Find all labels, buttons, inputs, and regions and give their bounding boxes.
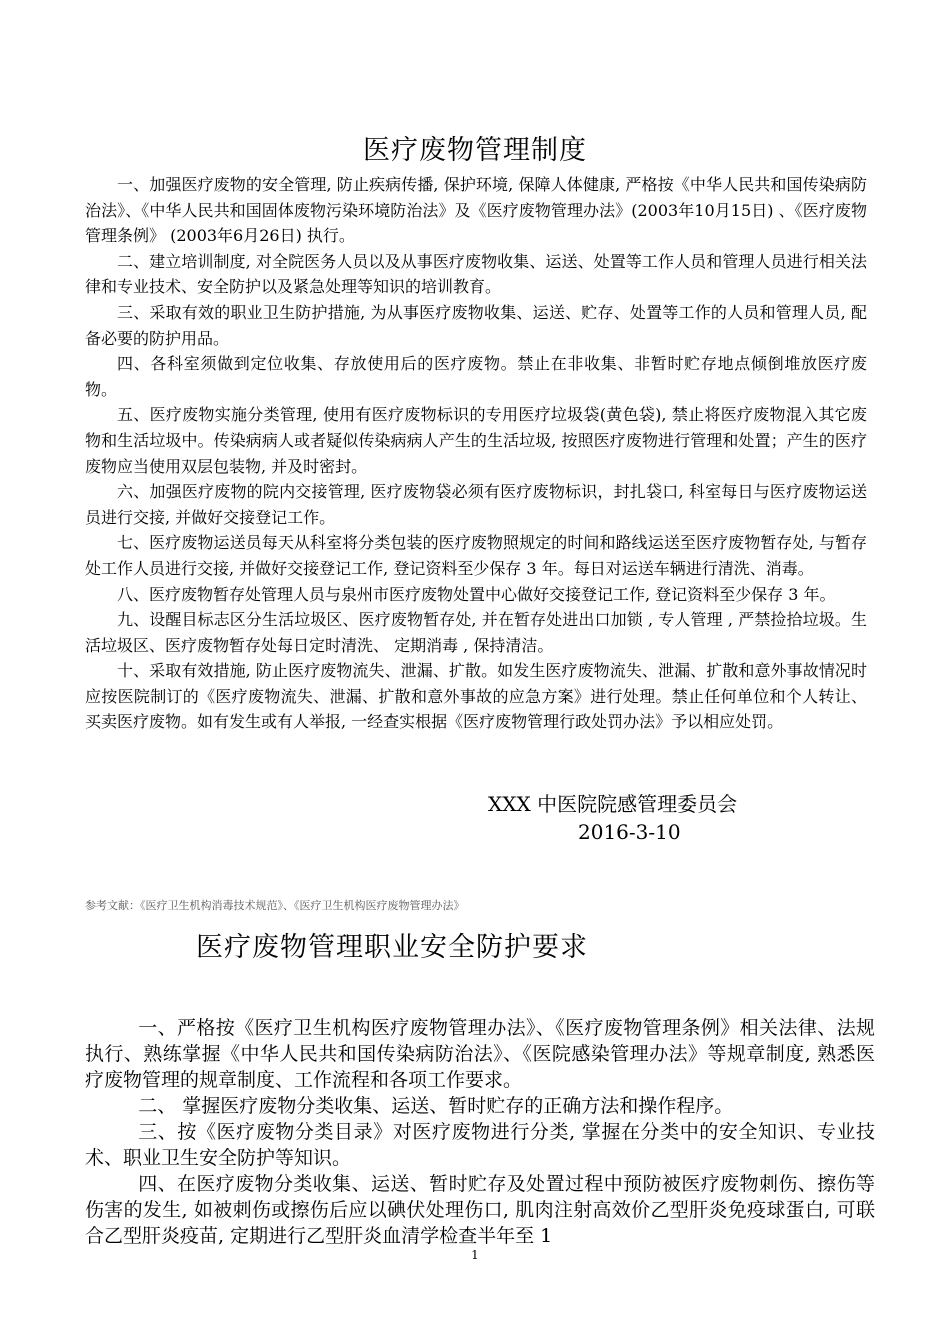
safety-paragraph-1: 一、严格按《医疗卫生机构医疗废物管理办法》、《医疗废物管理条例》相关法律、法规执行、熟练掌握《中华人民共和国传染病防治法》、《医院感染管理办法》等规章制度, 熟悉医疗废物管理的规章制度、工作流程和各项工作要求。 — [85, 1017, 875, 1091]
document-title: 医疗废物管理制度 — [363, 135, 587, 166]
regulation-body — [85, 172, 867, 735]
signature-block — [488, 790, 788, 846]
safety-paragraph-3: 三、按《医疗废物分类目录》对医疗废物进行分类, 掌握在分类中的安全知识、专业技术、职业卫生安全防护等知识。 — [85, 1121, 875, 1169]
section-title: 医疗废物管理职业安全防护要求 — [196, 932, 588, 963]
safety-paragraph-4: 四、在医疗废物分类收集、运送、暂时贮存及处置过程中预防被医疗废物刺伤、擦伤等伤害的发生, 如被刺伤或擦伤后应以碘伏处理伤口, 肌肉注射高效价乙型肝炎免疫球蛋白, 可联合乙型肝炎疫苗, 定期进行乙型肝炎血清学检查半年至 1 — [85, 1173, 875, 1247]
paragraph-9: 九、设醒目标志区分生活垃圾区、医疗废物暂存处, 并在暂存处进出口加锁 , 专人管理 , 严禁捡拾垃圾。生活垃圾区、医疗废物暂存处每日定时清洗、 定期消毒 , 保持清洁。 — [85, 610, 867, 655]
safety-paragraph-2: 二、 掌握医疗废物分类收集、运送、暂时贮存的正确方法和操作程序。 — [138, 1095, 734, 1117]
paragraph-8: 八、医疗废物暂存处管理人员与泉州市医疗废物处置中心做好交接登记工作, 登记资料至少保存 3 年。 — [117, 584, 836, 604]
paragraph-1: 一、加强医疗废物的安全管理, 防止疾病传播, 保护环境, 保障人体健康, 严格按《中华人民共和国传染病防治法》、《中华人民共和国固体废物污染环境防治法》及《医疗废物管理办法》(2003年10月15日) 、《医疗废物管理条例》 (2003年6月26日) 执行。 — [85, 175, 867, 246]
paragraph-6: 六、加强医疗废物的院内交接管理, 医疗废物袋必须有医疗废物标识，封扎袋口, 科室每日与医疗废物运送员进行交接, 并做好交接登记工作。 — [85, 482, 867, 527]
page-number: 1 — [471, 1248, 479, 1262]
paragraph-10: 十、采取有效措施, 防止医疗废物流失、泄漏、扩散。如发生医疗废物流失、泄漏、扩散和意外事故情况时应按医院制订的《医疗废物流失、泄漏、扩散和意外事故的应急方案》进行处理。禁止任何单位和个人转让、买卖医疗废物。如有发生或有人举报, 一经查实根据《医疗废物管理行政处罚办法》予以相应处罚。 — [85, 661, 867, 732]
reference-note: 参考文献：《医疗卫生机构消毒技术规范》、《医疗卫生机构医疗废物管理办法》 — [85, 899, 465, 912]
paragraph-5: 五、医疗废物实施分类管理, 使用有医疗废物标识的专用医疗垃圾袋(黄色袋), 禁止将医疗废物混入其它废物和生活垃圾中。传染病病人或者疑似传染病病人产生的生活垃圾, 按照医疗废物进行管理和处置；产生的医疗废物应当使用双层包装物, 并及时密封。 — [85, 405, 867, 476]
signature-date: 2016-3-10 — [578, 820, 681, 844]
paragraph-3: 三、采取有效的职业卫生防护措施, 为从事医疗废物收集、运送、贮存、处置等工作的人员和管理人员, 配备必要的防护用品。 — [85, 302, 867, 348]
paragraph-4: 四、各科室须做到定位收集、存放使用后的医疗废物。禁止在非收集、非暂时贮存地点倾倒堆放医疗废物。 — [85, 354, 867, 399]
signature-org: XXX 中医院院感管理委员会 — [488, 792, 738, 816]
paragraph-7: 七、医疗废物运送员每天从科室将分类包装的医疗废物照规定的时间和路线运送至医疗废物暂存处, 与暂存处工作人员进行交接, 并做好交接登记工作, 登记资料至少保存 3 年。每日对运送车辆进行清洗、消毒。 — [85, 533, 867, 578]
paragraph-2: 二、建立培训制度, 对全院医务人员以及从事医疗废物收集、运送、处置等工作人员和管理人员进行相关法律和专业技术、安全防护以及紧急处理等知识的培训教育。 — [85, 251, 867, 297]
safety-body — [85, 1015, 875, 1249]
